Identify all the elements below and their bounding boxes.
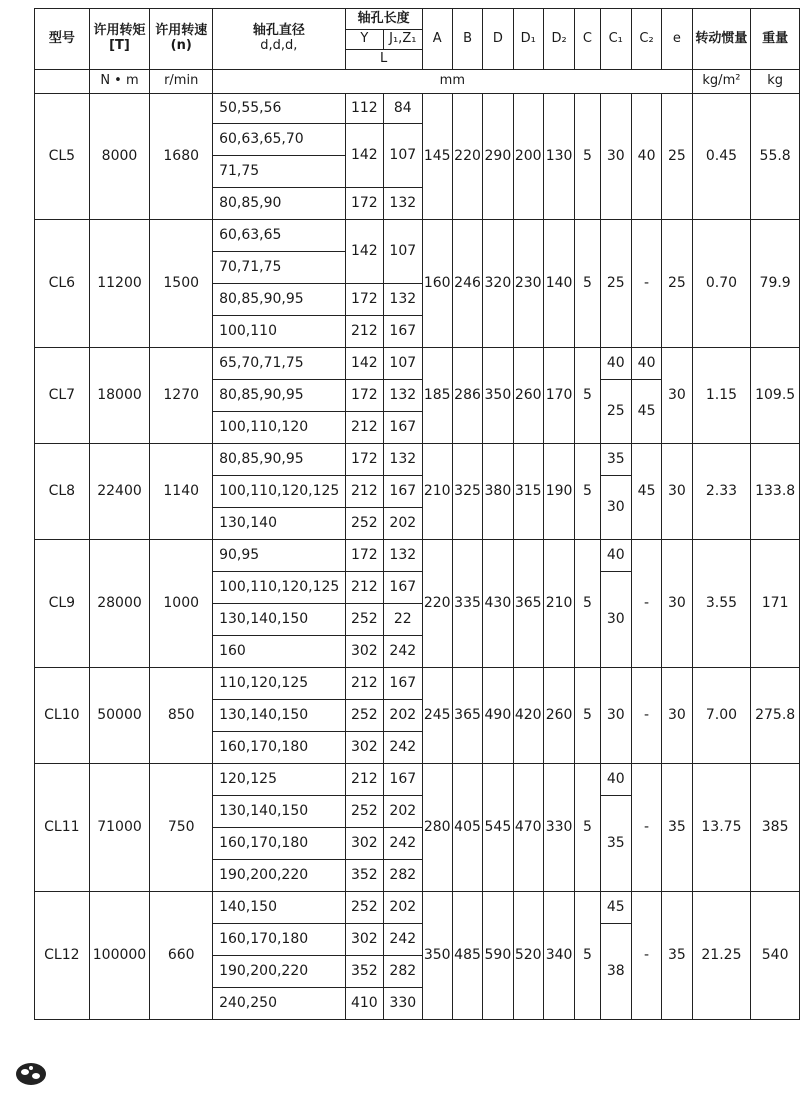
d2-cell: 170 <box>543 348 574 444</box>
c1-cell: 35 <box>600 444 631 476</box>
table-row <box>35 220 800 252</box>
torque-cell: 28000 <box>89 540 150 668</box>
table-row <box>35 892 800 924</box>
c2-cell: 45 <box>631 380 661 444</box>
y-length-cell: 302 <box>345 924 383 956</box>
c2-cell: 40 <box>631 348 661 380</box>
e-cell: 25 <box>662 220 692 348</box>
c1-cell: 38 <box>600 924 631 1020</box>
speed-cell: 1500 <box>150 220 213 348</box>
y-length-cell: 172 <box>345 444 383 476</box>
inertia-cell: 0.45 <box>692 94 751 220</box>
jz-length-cell: 330 <box>384 988 422 1020</box>
jz-length-cell: 22 <box>384 604 422 636</box>
b-cell: 485 <box>452 892 482 1020</box>
c2-cell: 45 <box>631 444 661 540</box>
diameter-cell: 70,71,75 <box>213 252 346 284</box>
a-cell: 220 <box>422 540 452 668</box>
header-d1: D₁ <box>513 9 543 70</box>
torque-cell: 11200 <box>89 220 150 348</box>
diameter-cell: 60,63,65 <box>213 220 346 252</box>
c1-cell: 40 <box>600 348 631 380</box>
a-cell: 280 <box>422 764 452 892</box>
c1-cell: 30 <box>600 476 631 540</box>
inertia-cell: 21.25 <box>692 892 751 1020</box>
speed-cell: 750 <box>150 764 213 892</box>
diameter-cell: 190,200,220 <box>213 860 346 892</box>
y-length-cell: 212 <box>345 764 383 796</box>
header-weight: 重量 <box>751 9 800 70</box>
y-length-cell: 252 <box>345 796 383 828</box>
torque-cell: 50000 <box>89 668 150 764</box>
d-cell: 545 <box>483 764 513 892</box>
jz-length-cell: 282 <box>384 956 422 988</box>
y-length-cell: 172 <box>345 188 383 220</box>
c1-cell: 25 <box>600 380 631 444</box>
y-length-cell: 172 <box>345 284 383 316</box>
e-cell: 30 <box>662 668 692 764</box>
b-cell: 405 <box>452 764 482 892</box>
c1-cell: 45 <box>600 892 631 924</box>
c2-cell: 40 <box>631 94 661 220</box>
b-cell: 246 <box>452 220 482 348</box>
d1-cell: 230 <box>513 220 543 348</box>
diameter-cell: 130,140,150 <box>213 604 346 636</box>
a-cell: 350 <box>422 892 452 1020</box>
c1-cell: 40 <box>600 540 631 572</box>
diameter-cell: 130,140,150 <box>213 700 346 732</box>
stamp-logo-icon <box>14 1060 48 1088</box>
c-cell: 5 <box>575 892 600 1020</box>
model-cell: CL8 <box>35 444 90 540</box>
y-length-cell: 410 <box>345 988 383 1020</box>
c1-cell: 40 <box>600 764 631 796</box>
diameter-cell: 160,170,180 <box>213 828 346 860</box>
y-length-cell: 252 <box>345 604 383 636</box>
speed-cell: 660 <box>150 892 213 1020</box>
header-c1: C₁ <box>600 9 631 70</box>
unit-blank <box>35 70 90 94</box>
y-length-cell: 252 <box>345 892 383 924</box>
d1-cell: 365 <box>513 540 543 668</box>
d1-cell: 260 <box>513 348 543 444</box>
jz-length-cell: 242 <box>384 732 422 764</box>
a-cell: 145 <box>422 94 452 220</box>
unit-speed: r/min <box>150 70 213 94</box>
header-e: e <box>662 9 692 70</box>
jz-length-cell: 167 <box>384 668 422 700</box>
header-hole-length: 轴孔长度 <box>345 9 422 30</box>
jz-length-cell: 282 <box>384 860 422 892</box>
header-inertia: 转动惯量 <box>692 9 751 70</box>
y-length-cell: 302 <box>345 636 383 668</box>
diameter-cell: 100,110,120,125 <box>213 476 346 508</box>
table-row <box>35 94 800 124</box>
speed-cell: 1270 <box>150 348 213 444</box>
c-cell: 5 <box>575 220 600 348</box>
d2-cell: 140 <box>543 220 574 348</box>
header-y: Y <box>345 30 383 50</box>
y-length-cell: 212 <box>345 476 383 508</box>
weight-cell: 133.8 <box>751 444 800 540</box>
diameter-cell: 160,170,180 <box>213 732 346 764</box>
table-row <box>35 348 800 380</box>
y-length-cell: 142 <box>345 220 383 284</box>
c2-cell: - <box>631 892 661 1020</box>
weight-cell: 540 <box>751 892 800 1020</box>
jz-length-cell: 84 <box>384 94 422 124</box>
jz-length-cell: 167 <box>384 316 422 348</box>
d-cell: 320 <box>483 220 513 348</box>
jz-length-cell: 242 <box>384 828 422 860</box>
diameter-cell: 71,75 <box>213 156 346 188</box>
diameter-cell: 80,85,90 <box>213 188 346 220</box>
jz-length-cell: 132 <box>384 444 422 476</box>
model-cell: CL12 <box>35 892 90 1020</box>
diameter-cell: 110,120,125 <box>213 668 346 700</box>
e-cell: 30 <box>662 540 692 668</box>
diameter-cell: 60,63,65,70 <box>213 124 346 156</box>
d1-cell: 315 <box>513 444 543 540</box>
diameter-cell: 100,110,120,125 <box>213 572 346 604</box>
b-cell: 335 <box>452 540 482 668</box>
jz-length-cell: 167 <box>384 476 422 508</box>
c2-cell: - <box>631 540 661 668</box>
header-jz: J₁,Z₁ <box>384 30 422 50</box>
d1-cell: 520 <box>513 892 543 1020</box>
c-cell: 5 <box>575 764 600 892</box>
c2-cell: - <box>631 764 661 892</box>
unit-mm: mm <box>213 70 693 94</box>
b-cell: 325 <box>452 444 482 540</box>
jz-length-cell: 107 <box>384 348 422 380</box>
c1-cell: 35 <box>600 796 631 892</box>
d-cell: 380 <box>483 444 513 540</box>
y-length-cell: 352 <box>345 860 383 892</box>
jz-length-cell: 107 <box>384 220 422 284</box>
model-cell: CL10 <box>35 668 90 764</box>
diameter-cell: 80,85,90,95 <box>213 284 346 316</box>
d1-cell: 420 <box>513 668 543 764</box>
model-cell: CL6 <box>35 220 90 348</box>
d-cell: 290 <box>483 94 513 220</box>
table-row <box>35 668 800 700</box>
weight-cell: 275.8 <box>751 668 800 764</box>
jz-length-cell: 202 <box>384 796 422 828</box>
header-speed: 许用转速 (n) <box>150 9 213 70</box>
y-length-cell: 212 <box>345 316 383 348</box>
d-cell: 490 <box>483 668 513 764</box>
y-length-cell: 212 <box>345 412 383 444</box>
diameter-cell: 240,250 <box>213 988 346 1020</box>
weight-cell: 55.8 <box>751 94 800 220</box>
d2-cell: 130 <box>543 94 574 220</box>
torque-cell: 18000 <box>89 348 150 444</box>
weight-cell: 171 <box>751 540 800 668</box>
c1-cell: 25 <box>600 220 631 348</box>
b-cell: 365 <box>452 668 482 764</box>
b-cell: 220 <box>452 94 482 220</box>
header-diameter: 轴孔直径 d,d,d, <box>213 9 346 70</box>
model-cell: CL9 <box>35 540 90 668</box>
jz-length-cell: 132 <box>384 188 422 220</box>
c1-cell: 30 <box>600 668 631 764</box>
d-cell: 430 <box>483 540 513 668</box>
jz-length-cell: 132 <box>384 540 422 572</box>
c2-cell: - <box>631 668 661 764</box>
header-model: 型号 <box>35 9 90 70</box>
jz-length-cell: 202 <box>384 892 422 924</box>
diameter-cell: 90,95 <box>213 540 346 572</box>
y-length-cell: 112 <box>345 94 383 124</box>
d2-cell: 210 <box>543 540 574 668</box>
speed-cell: 1000 <box>150 540 213 668</box>
diameter-cell: 100,110,120 <box>213 412 346 444</box>
torque-cell: 22400 <box>89 444 150 540</box>
y-length-cell: 172 <box>345 380 383 412</box>
inertia-cell: 7.00 <box>692 668 751 764</box>
y-length-cell: 212 <box>345 572 383 604</box>
y-length-cell: 352 <box>345 956 383 988</box>
y-length-cell: 142 <box>345 124 383 188</box>
model-cell: CL5 <box>35 94 90 220</box>
inertia-cell: 0.70 <box>692 220 751 348</box>
y-length-cell: 302 <box>345 732 383 764</box>
jz-length-cell: 167 <box>384 412 422 444</box>
c-cell: 5 <box>575 540 600 668</box>
jz-length-cell: 132 <box>384 380 422 412</box>
diameter-cell: 130,140,150 <box>213 796 346 828</box>
c1-cell: 30 <box>600 94 631 220</box>
diameter-cell: 130,140 <box>213 508 346 540</box>
diameter-cell: 100,110 <box>213 316 346 348</box>
b-cell: 286 <box>452 348 482 444</box>
weight-cell: 385 <box>751 764 800 892</box>
diameter-cell: 50,55,56 <box>213 94 346 124</box>
model-cell: CL7 <box>35 348 90 444</box>
c2-cell: - <box>631 220 661 348</box>
header-d2: D₂ <box>543 9 574 70</box>
d-cell: 590 <box>483 892 513 1020</box>
d2-cell: 340 <box>543 892 574 1020</box>
weight-cell: 79.9 <box>751 220 800 348</box>
table-row <box>35 764 800 796</box>
table-row <box>35 444 800 476</box>
header-b: B <box>452 9 482 70</box>
c-cell: 5 <box>575 94 600 220</box>
y-length-cell: 302 <box>345 828 383 860</box>
y-length-cell: 252 <box>345 508 383 540</box>
unit-inertia: kg/m² <box>692 70 751 94</box>
y-length-cell: 212 <box>345 668 383 700</box>
a-cell: 210 <box>422 444 452 540</box>
diameter-cell: 80,85,90,95 <box>213 444 346 476</box>
torque-cell: 8000 <box>89 94 150 220</box>
weight-cell: 109.5 <box>751 348 800 444</box>
e-cell: 35 <box>662 892 692 1020</box>
torque-cell: 71000 <box>89 764 150 892</box>
jz-length-cell: 132 <box>384 284 422 316</box>
c1-cell: 30 <box>600 572 631 668</box>
header-a: A <box>422 9 452 70</box>
coupling-spec-table <box>34 8 800 1020</box>
jz-length-cell: 167 <box>384 572 422 604</box>
y-length-cell: 142 <box>345 348 383 380</box>
speed-cell: 1680 <box>150 94 213 220</box>
header-d: D <box>483 9 513 70</box>
e-cell: 25 <box>662 94 692 220</box>
a-cell: 185 <box>422 348 452 444</box>
diameter-cell: 160 <box>213 636 346 668</box>
y-length-cell: 252 <box>345 700 383 732</box>
diameter-cell: 190,200,220 <box>213 956 346 988</box>
c-cell: 5 <box>575 444 600 540</box>
torque-cell: 100000 <box>89 892 150 1020</box>
a-cell: 160 <box>422 220 452 348</box>
y-length-cell: 172 <box>345 540 383 572</box>
model-cell: CL11 <box>35 764 90 892</box>
jz-length-cell: 167 <box>384 764 422 796</box>
jz-length-cell: 242 <box>384 636 422 668</box>
inertia-cell: 3.55 <box>692 540 751 668</box>
e-cell: 30 <box>662 348 692 444</box>
header-l: L <box>345 50 422 70</box>
header-c2: C₂ <box>631 9 661 70</box>
header-torque: 许用转矩 [T] <box>89 9 150 70</box>
d1-cell: 470 <box>513 764 543 892</box>
table-row <box>35 540 800 572</box>
jz-length-cell: 242 <box>384 924 422 956</box>
speed-cell: 1140 <box>150 444 213 540</box>
jz-length-cell: 202 <box>384 508 422 540</box>
diameter-cell: 160,170,180 <box>213 924 346 956</box>
diameter-cell: 65,70,71,75 <box>213 348 346 380</box>
unit-weight: kg <box>751 70 800 94</box>
e-cell: 35 <box>662 764 692 892</box>
c-cell: 5 <box>575 668 600 764</box>
d2-cell: 260 <box>543 668 574 764</box>
jz-length-cell: 202 <box>384 700 422 732</box>
jz-length-cell: 107 <box>384 124 422 188</box>
inertia-cell: 1.15 <box>692 348 751 444</box>
d2-cell: 330 <box>543 764 574 892</box>
d2-cell: 190 <box>543 444 574 540</box>
d-cell: 350 <box>483 348 513 444</box>
e-cell: 30 <box>662 444 692 540</box>
inertia-cell: 13.75 <box>692 764 751 892</box>
unit-torque: N • m <box>89 70 150 94</box>
a-cell: 245 <box>422 668 452 764</box>
diameter-cell: 140,150 <box>213 892 346 924</box>
header-c: C <box>575 9 600 70</box>
c-cell: 5 <box>575 348 600 444</box>
inertia-cell: 2.33 <box>692 444 751 540</box>
diameter-cell: 80,85,90,95 <box>213 380 346 412</box>
diameter-cell: 120,125 <box>213 764 346 796</box>
speed-cell: 850 <box>150 668 213 764</box>
d1-cell: 200 <box>513 94 543 220</box>
